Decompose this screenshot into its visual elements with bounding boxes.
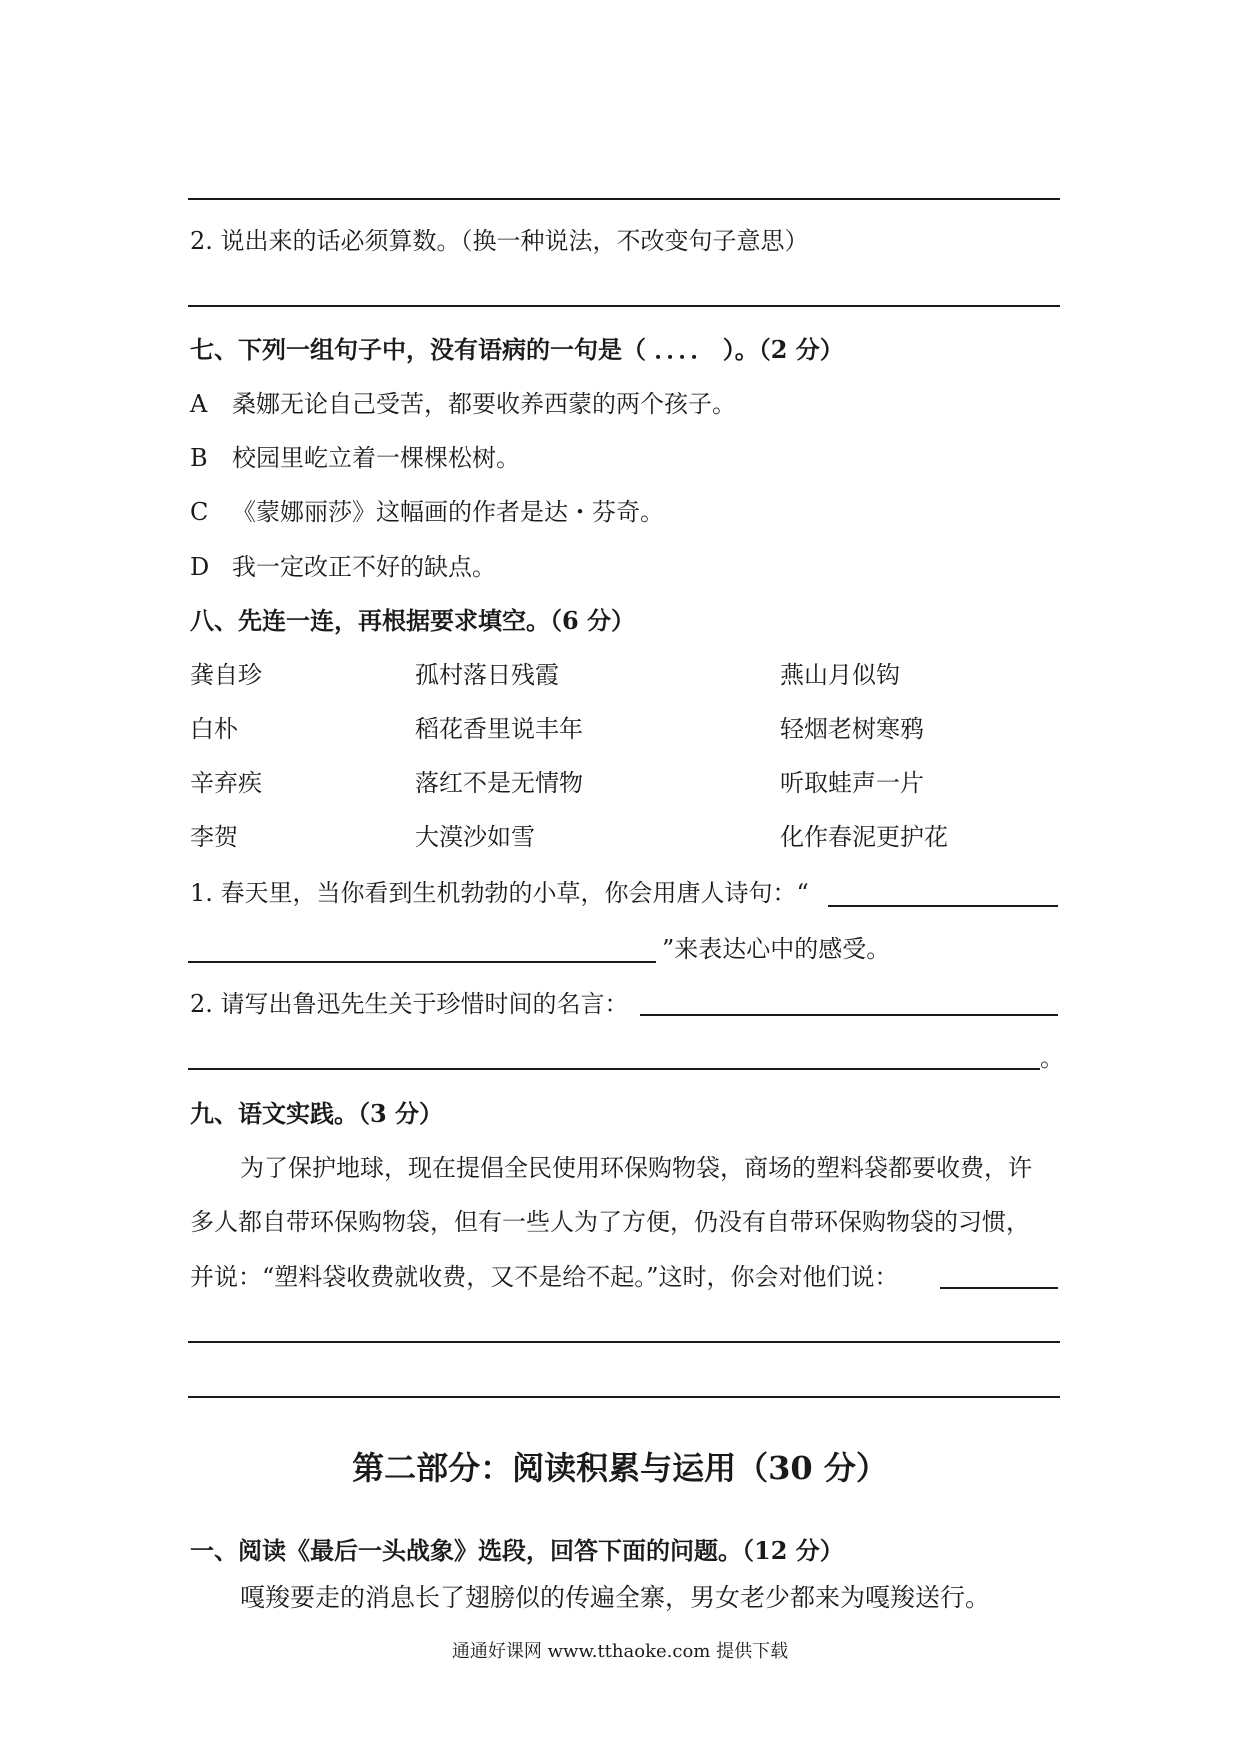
fill-2-end: 。 [1040,1044,1064,1072]
poem-second-line-4[interactable]: 化作春泥更护花 [780,823,948,851]
q9-answer-line-c[interactable] [188,1396,1060,1398]
poem-second-line-3[interactable]: 听取蛙声一片 [780,769,924,797]
part2-q1-text: 嘎羧要走的消息长了翅膀似的传遍全寨，男女老少都来为嘎羧送行。 [240,1583,991,1612]
option-letter: D [190,553,210,581]
poem-first-line-4[interactable]: 大漠沙如雪 [415,823,535,851]
option-letter: C [190,498,209,526]
fill-2-answer-line-b[interactable] [188,1068,1040,1070]
poem-second-line-2[interactable]: 轻烟老树寒鸦 [780,715,924,743]
q9-paragraph-line-3: 并说：“塑料袋收费就收费，又不是给不起。”这时，你会对他们说： [190,1263,899,1291]
q9-paragraph-line-1: 为了保护地球，现在提倡全民使用环保购物袋，商场的塑料袋都要收费，许 [240,1154,1032,1182]
option-text: 我一定改正不好的缺点。 [232,553,496,581]
fill-1-answer-line-a[interactable] [828,905,1058,907]
q8-fill-1-prompt [190,877,809,909]
option-letter: B [190,444,208,472]
page-footer: 通通好课网 www.tthaoke.com 提供下载 [451,1641,789,1662]
q7-option-b[interactable] [190,442,520,474]
poem-first-line-2[interactable]: 稻花香里说丰年 [415,715,583,743]
part2-title: 第二部分：阅读积累与运用（30 分） [352,1449,888,1487]
option-text: 《蒙娜丽莎》这幅画的作者是达・芬奇。 [232,498,664,526]
part2-q1-heading: 一、阅读《最后一头战象》选段，回答下面的问题。（12 分） [190,1536,844,1565]
fill-1-suffix: ”来表达心中的感受。 [662,935,891,963]
q9-paragraph-line-2: 多人都自带环保购物袋，但有一些人为了方便，仍没有自带环保购物袋的习惯， [190,1208,1030,1236]
option-text: 校园里屹立着一棵棵松树。 [232,444,520,472]
author-2[interactable]: 白朴 [190,715,238,743]
q7-heading: 七、下列一组句子中，没有语病的一句是（ ．．．． ）。（2 分） [190,335,844,364]
q8-heading: 八、先连一连，再根据要求填空。（6 分） [190,606,636,635]
fill-2-answer-line-a[interactable] [640,1014,1058,1016]
author-4[interactable]: 李贺 [190,823,238,851]
poem-first-line-1[interactable]: 孤村落日残霞 [415,661,559,689]
author-3[interactable]: 辛弃疾 [190,769,262,797]
q9-heading: 九、语文实践。（3 分） [190,1099,444,1128]
poem-first-line-3[interactable]: 落红不是无情物 [415,769,583,797]
q7-option-d[interactable] [190,551,496,583]
option-letter: A [190,390,208,418]
q7-option-a[interactable] [190,388,736,420]
fill-2-prefix: 2. 请写出鲁迅先生关于珍惜时间的名言： [190,990,629,1018]
fill-1-answer-line-b[interactable] [188,961,656,963]
option-text: 桑娜无论自己受苦，都要收养西蒙的两个孩子。 [232,390,736,418]
fill-1-prefix: 1. 春天里，当你看到生机勃勃的小草，你会用唐人诗句：“ [190,879,809,907]
answer-line [188,305,1060,307]
q9-answer-line-b[interactable] [188,1341,1060,1343]
q6-item-2: 2. 说出来的话必须算数。（换一种说法，不改变句子意思） [190,227,809,255]
q7-option-c[interactable] [190,496,664,528]
author-1[interactable]: 龚自珍 [190,661,262,689]
answer-line [188,198,1060,200]
poem-second-line-1[interactable]: 燕山月似钩 [780,661,900,689]
q9-answer-line-a[interactable] [940,1287,1058,1289]
